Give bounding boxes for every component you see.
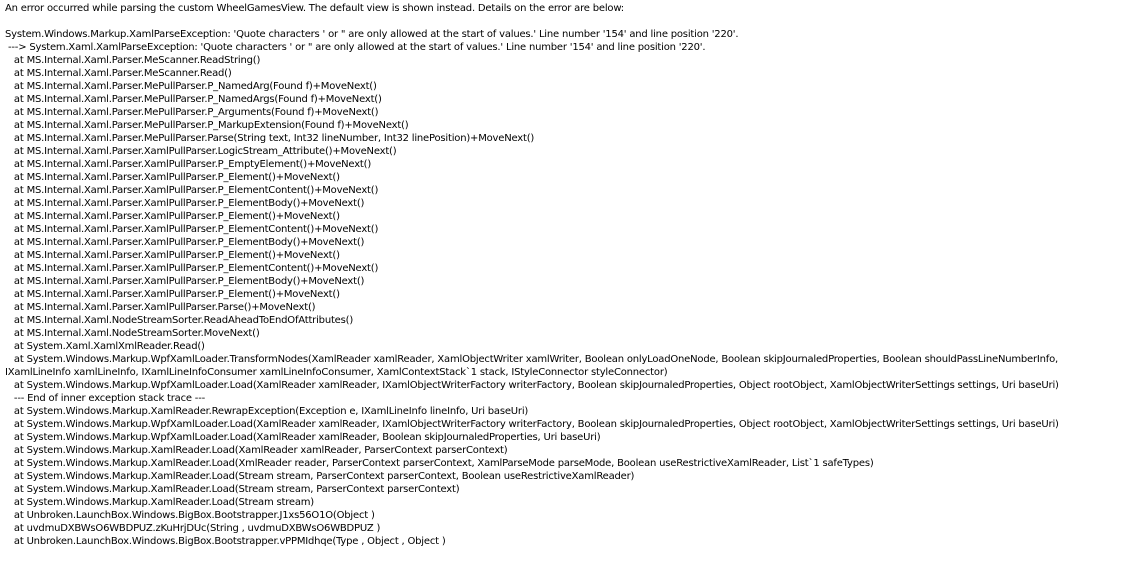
stack-trace-line: at MS.Internal.Xaml.Parser.XamlPullParser.P_EmptyElement()+MoveNext() [5,159,372,170]
stack-trace-line: at MS.Internal.Xaml.Parser.XamlPullParser.P_Element()+MoveNext() [5,172,340,183]
error-summary: An error occurred while parsing the custom WheelGamesView. The default view is shown instead. Details on the error are below: [5,3,624,14]
stack-trace-line: at Unbroken.LaunchBox.Windows.BigBox.Bootstrapper.vPPMIdhqe(Type , Object , Object ) [5,536,446,547]
stack-trace-line: at MS.Internal.Xaml.Parser.XamlPullParser.P_Element()+MoveNext() [5,211,340,222]
stack-trace-line: at MS.Internal.Xaml.Parser.MePullParser.Parse(String text, Int32 lineNumber, Int32 linePosition)+MoveNext() [5,133,535,144]
stack-trace-line: at MS.Internal.Xaml.Parser.XamlPullParser.P_ElementContent()+MoveNext() [5,224,379,235]
stack-trace-line: at MS.Internal.Xaml.Parser.XamlPullParser.P_ElementContent()+MoveNext() [5,185,379,196]
stack-trace-line: at System.Windows.Markup.WpfXamlLoader.TransformNodes(XamlReader xamlReader, XamlObjectWriter xamlWriter, Boolean onlyLoadOneNode, Boolean skipJournaledProperties, Boolean shouldPassLineNumberInfo, [5,354,1059,365]
stack-trace-line: at System.Windows.Markup.XamlReader.Load(Stream stream, ParserContext parserContext) [5,484,460,495]
stack-trace-line: at MS.Internal.Xaml.Parser.MeScanner.ReadString() [5,55,261,66]
blank-line [5,15,1143,28]
stack-trace-line: at System.Windows.Markup.XamlReader.Load(XamlReader xamlReader, ParserContext parserContext) [5,445,508,456]
stack-trace-line: at MS.Internal.Xaml.Parser.XamlPullParser.LogicStream_Attribute()+MoveNext() [5,146,397,157]
stack-trace-line: at System.Windows.Markup.XamlReader.Load(Stream stream) [5,497,315,508]
stack-trace-line: at System.Windows.Markup.WpfXamlLoader.Load(XamlReader xamlReader, IXamlObjectWriterFactory writerFactory, Boolean skipJournaledProperties, Object rootObject, XamlObjectWriterSettings settings, Uri baseUri) [5,419,1059,430]
stack-trace-line: IXamlLineInfo xamlLineInfo, IXamlLineInfoConsumer xamlLineInfoConsumer, XamlContextStack`1 stack, IStyleConnector styleConnector) [5,367,668,378]
stack-trace-line: System.Windows.Markup.XamlParseException: 'Quote characters ' or " are only allowed at the start of values.' Line number '154' and line position '220'. [5,29,739,40]
stack-trace-line: at System.Windows.Markup.WpfXamlLoader.Load(XamlReader xamlReader, IXamlObjectWriterFactory writerFactory, Boolean skipJournaledProperties, Object rootObject, XamlObjectWriterSettings settings, Uri baseUri) [5,380,1059,391]
stack-trace-line: at MS.Internal.Xaml.Parser.XamlPullParser.P_Element()+MoveNext() [5,289,340,300]
stack-trace-line: at uvdmuDXBWsO6WBDPUZ.zKuHrjDUc(String , uvdmuDXBWsO6WBDPUZ ) [5,523,381,534]
stack-trace-line: at MS.Internal.Xaml.Parser.XamlPullParser.P_ElementBody()+MoveNext() [5,198,365,209]
stack-trace-line: ---> System.Xaml.XamlParseException: 'Quote characters ' or " are only allowed at the start of values.' Line number '154' and line position '220'. [5,42,706,53]
stack-trace-line: at Unbroken.LaunchBox.Windows.BigBox.Bootstrapper.J1xs56O1O(Object ) [5,510,375,521]
stack-trace-line: at MS.Internal.Xaml.NodeStreamSorter.MoveNext() [5,328,260,339]
error-panel [5,2,1143,565]
stack-trace-line: at MS.Internal.Xaml.NodeStreamSorter.ReadAheadToEndOfAttributes() [5,315,354,326]
stack-trace-line: at System.Windows.Markup.WpfXamlLoader.Load(XamlReader xamlReader, Boolean skipJournaledProperties, Uri baseUri) [5,432,601,443]
stack-trace-line: at System.Xaml.XamlXmlReader.Read() [5,341,205,352]
stack-trace-line: at MS.Internal.Xaml.Parser.MePullParser.P_NamedArg(Found f)+MoveNext() [5,81,377,92]
stack-trace-line: at System.Windows.Markup.XamlReader.Load(XmlReader reader, ParserContext parserContext, XamlParseMode parseMode, Boolean useRestrictiveXamlReader, List`1 safeTypes) [5,458,874,469]
error-details [5,28,1143,548]
stack-trace-line: at MS.Internal.Xaml.Parser.MeScanner.Read() [5,68,232,79]
stack-trace-line: at MS.Internal.Xaml.Parser.XamlPullParser.P_ElementBody()+MoveNext() [5,237,365,248]
stack-trace-line: at System.Windows.Markup.XamlReader.RewrapException(Exception e, IXamlLineInfo lineInfo, Uri baseUri) [5,406,529,417]
stack-trace-line: at MS.Internal.Xaml.Parser.XamlPullParser.Parse()+MoveNext() [5,302,316,313]
stack-trace-line: at MS.Internal.Xaml.Parser.XamlPullParser.P_ElementContent()+MoveNext() [5,263,379,274]
stack-trace-line: at MS.Internal.Xaml.Parser.XamlPullParser.P_Element()+MoveNext() [5,250,340,261]
stack-trace-line: --- End of inner exception stack trace --- [5,393,206,404]
stack-trace-line: at System.Windows.Markup.XamlReader.Load(Stream stream, ParserContext parserContext, Boolean useRestrictiveXamlReader) [5,471,635,482]
stack-trace-line: at MS.Internal.Xaml.Parser.MePullParser.P_NamedArgs(Found f)+MoveNext() [5,94,382,105]
stack-trace-line: at MS.Internal.Xaml.Parser.MePullParser.P_MarkupExtension(Found f)+MoveNext() [5,120,409,131]
stack-trace-line: at MS.Internal.Xaml.Parser.XamlPullParser.P_ElementBody()+MoveNext() [5,276,365,287]
stack-trace-line: at MS.Internal.Xaml.Parser.MePullParser.P_Arguments(Found f)+MoveNext() [5,107,379,118]
